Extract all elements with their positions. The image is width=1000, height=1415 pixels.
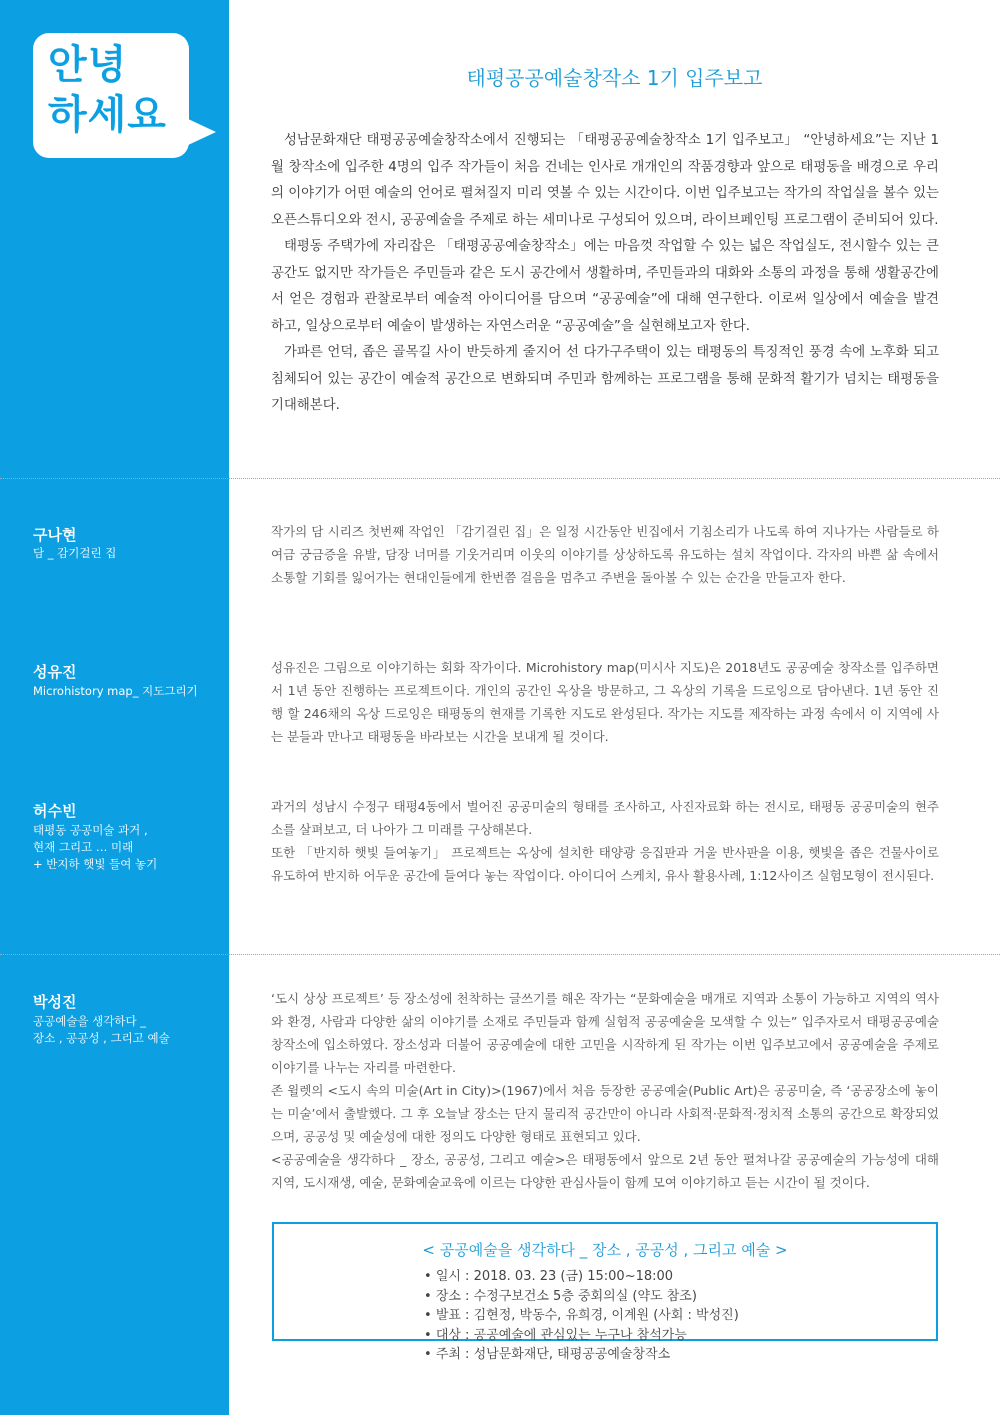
artist-subtitle-line: 태평동 공공미술 과거 , <box>33 823 148 837</box>
intro-paragraph: 성남문화재단 태평공공예술창작소에서 진행되는 「태평공공예술창작소 1기 입주보고」 “안녕하세요”는 지난 1월 창작소에 입주한 4명의 입주 작가들이 처음 건네는 인사로 개개인의 작품경향과 앞으로 태평동을 배경으로 우리의 이야기가 어떤 예술의 언어로 펼쳐질지 미리 엿볼 수 있는 시간이다. 이번 입주보고는 작가의 작업실을 볼수 있는 오픈스튜디오와 전시, 공공예술을 주제로 하는 세미나로 구성되어 있으며, 라이브페인팅 프로그램이 준비되어 있다. <box>271 133 939 228</box>
speech-bubble-tail <box>186 118 216 146</box>
artist-subtitle <box>33 1013 223 1047</box>
artist-name: 박성진 <box>33 993 77 1011</box>
event-box <box>272 1222 938 1362</box>
page-title: 태평공공예술창작소 1기 입주보고 <box>466 66 763 90</box>
artist-subtitle-line: 담 _ 감기걸린 집 <box>33 546 117 560</box>
artist-paragraph: <공공예술을 생각하다 _ 장소, 공공성, 그리고 예술>은 태평동에서 앞으로 2년 동안 펼쳐나갈 공공예술의 가능성에 대해 지역, 도시재생, 예술, 문화예술교육에 이르는 다양한 관심사들이 함께 모여 이야기하고 듣는 시간이 될 것이다. <box>271 1152 939 1190</box>
artist-subtitle <box>33 545 223 562</box>
artist-description <box>271 795 939 887</box>
event-detail-item: • 일시 : 2018. 03. 23 (금) 15:00~18:00 <box>424 1267 739 1287</box>
greeting <box>48 40 188 140</box>
divider <box>0 954 1000 955</box>
sidebar <box>0 0 229 1415</box>
artist-subtitle <box>33 822 223 873</box>
artist-name: 허수빈 <box>33 802 77 820</box>
event-title: < 공공예술을 생각하다 _ 장소 , 공공성 , 그리고 예술 > <box>422 1241 788 1259</box>
greeting-line-1: 안녕 <box>48 42 128 88</box>
artist-subtitle-line: 장소 , 공공성 , 그리고 예술 <box>33 1031 170 1045</box>
greeting-line-2: 하세요 <box>48 92 167 138</box>
artist-paragraph: 작가의 담 시리즈 첫번째 작업인 「감기걸린 집」은 일정 시간동안 빈집에서 기침소리가 나도록 하여 지나가는 사람들로 하여금 궁금증을 유발, 담장 너머를 기웃거리며 이웃의 이야기를 상상하도록 유도하는 설치 작업이다. 각자의 바쁜 삶 속에서 소통할 기회를 잃어가는 현대인들에게 한번쯤 걸음을 멈추고 주변을 돌아볼 수 있는 순간을 만들고자 한다. <box>271 524 939 585</box>
artist-description <box>271 656 939 748</box>
divider <box>0 478 1000 479</box>
artist-paragraph: 또한 「반지하 햇빛 들여놓기」 프로젝트는 옥상에 설치한 태양광 응집판과 거울 반사판을 이용, 햇빛을 좁은 건물사이로 유도하여 반지하 어두운 공간에 들여다 놓는 작업이다. 아이디어 스케치, 유사 활용사례, 1:12사이즈 실험모형이 전시된다. <box>271 845 939 883</box>
event-detail-item: • 대상 : 공공예술에 관심있는 누구나 참석가능 <box>424 1326 739 1346</box>
artist-subtitle-line: + 반지하 햇빛 들여 놓기 <box>33 857 158 871</box>
event-details <box>424 1267 739 1365</box>
intro-paragraph: 가파른 언덕, 좁은 골목길 사이 반듯하게 줄지어 선 다가구주택이 있는 태평동의 특징적인 풍경 속에 노후화 되고 침체되어 있는 공간이 예술적 공간으로 변화되며 주민과 함께하는 프로그램을 통해 문화적 활기가 넘치는 태평동을 기대해본다. <box>271 345 939 413</box>
intro-paragraph: 태평동 주택가에 자리잡은 「태평공공예술창작소」에는 마음껏 작업할 수 있는 넓은 작업실도, 전시할수 있는 큰 공간도 없지만 작가들은 주민들과 같은 도시 공간에서 생활하며, 주민들과의 대화와 소통의 과정을 통해 생활공간에서 얻은 경험과 관찰로부터 예술적 아이디어를 담으며 “공공예술”에 대해 연구한다. 이로써 일상에서 예술을 발견하고, 일상으로부터 예술이 발생하는 자연스러운 “공공예술”을 실현해보고자 한다. <box>271 239 939 334</box>
artist-paragraph: 존 윌렛의 <도시 속의 미술(Art in City)>(1967)에서 처음 등장한 공공예술(Public Art)은 공공미술, 즉 ‘공공장소에 놓이는 미술’에서 출발했다. 그 후 오늘날 장소는 단지 물리적 공간만이 아니라 사회적·문화적·정치적 소통의 공간으로 확장되었으며, 공공성 및 예술성에 대한 정의도 다양한 형태로 표현되고 있다. <box>271 1083 939 1144</box>
event-detail-item: • 장소 : 수정구보건소 5층 중회의실 (약도 참조) <box>424 1287 739 1307</box>
artist-paragraph: 성유진은 그림으로 이야기하는 회화 작가이다. Microhistory map(미시사 지도)은 2018년도 공공예술 창작소를 입주하면서 1년 동안 진행하는 프로젝트이다. 개인의 공간인 옥상을 방문하고, 그 옥상의 기록을 드로잉으로 담아낸다. 1년 동안 진행 할 246채의 옥상 드로잉은 태평동의 현재를 기록한 지도로 완성된다. 작가는 지도를 제작하는 과정 속에서 이 지역에 사는 분들과 만나고 태평동을 바라보는 시간을 보내게 될 것이다. <box>271 660 939 744</box>
intro-text <box>271 128 939 420</box>
artist-description <box>271 987 939 1194</box>
artist-name: 구나현 <box>33 526 77 544</box>
artist-paragraph: 과거의 성남시 수정구 태평4동에서 벌어진 공공미술의 형태를 조사하고, 사진자료화 하는 전시로, 태평동 공공미술의 현주소를 살펴보고, 더 나아가 그 미래를 구상해본다. <box>271 799 939 837</box>
event-detail-item: • 발표 : 김현정, 박동수, 유희경, 이계원 (사회 : 박성진) <box>424 1306 739 1326</box>
event-detail-item: • 주최 : 성남문화재단, 태평공공예술창작소 <box>424 1345 739 1365</box>
artist-name: 성유진 <box>33 663 77 681</box>
artist-subtitle <box>33 683 223 700</box>
artist-paragraph: ‘도시 상상 프로젝트’ 등 장소성에 천착하는 글쓰기를 해온 작가는 “문화예술을 매개로 지역과 소통이 가능하고 지역의 역사와 환경, 사람과 다양한 삶의 이야기를 소재로 주민들과 함께 실험적 공공예술을 모색할 수 있는” 입주자로서 태평공공예술창작소에 입소하였다. 장소성과 더불어 공공예술에 대한 고민을 시작하게 된 작가는 이번 입주보고에서 공공예술을 주제로 이야기를 나누는 자리를 마련한다. <box>271 991 939 1075</box>
artist-subtitle-line: Microhistory map_ 지도그리기 <box>33 684 198 698</box>
artist-subtitle-line: 공공예술을 생각하다 _ <box>33 1014 147 1028</box>
artist-description <box>271 520 939 589</box>
artist-subtitle-line: 현재 그리고 … 미래 <box>33 840 134 854</box>
